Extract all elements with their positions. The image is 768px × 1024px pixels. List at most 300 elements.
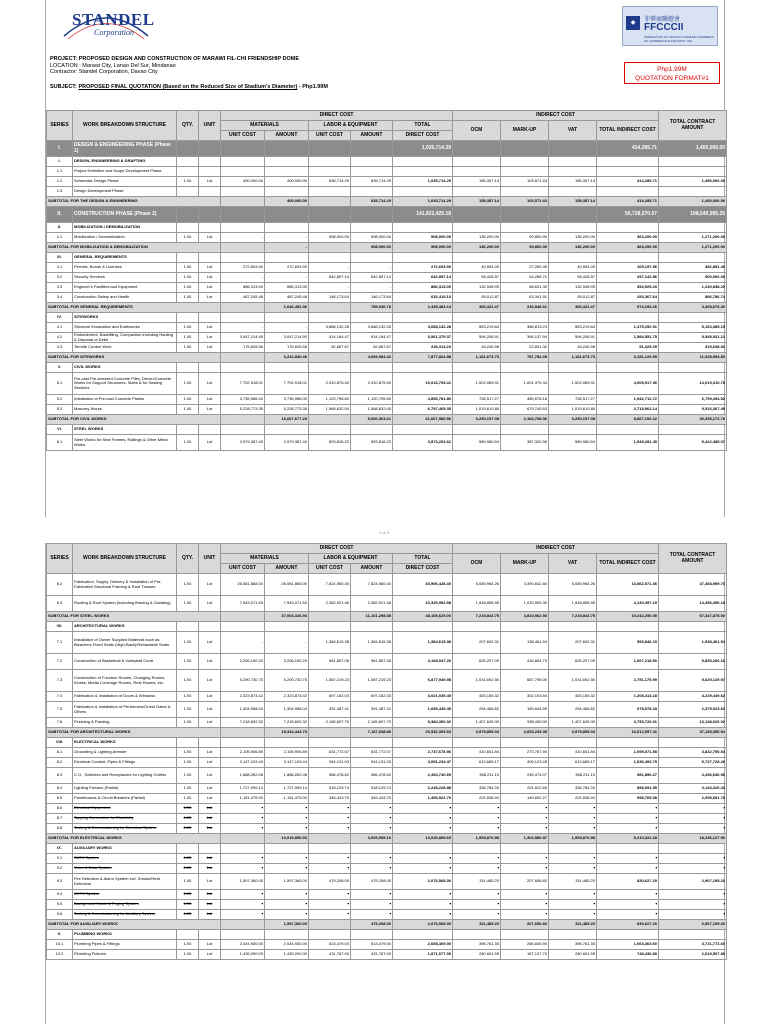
ocm-cell: 1,407,645.00 [453,718,501,728]
qty-cell: 1.00 [177,794,199,804]
markup-cell: - [501,900,549,910]
labor-unit-cost-cell [309,622,351,632]
description-cell: Construction Safety and Health [73,293,177,303]
labor-amount-cell: - [351,824,393,834]
labor-unit-cost-cell: 1,120,795.80 [309,395,351,405]
total-contract-cell: 6,799,494.52 [659,395,727,405]
description-cell: Tapping Connection for Electricity [73,814,177,824]
qty-cell: 1.00 [177,177,199,187]
vat-cell [549,207,597,223]
materials-amount-cell [265,930,309,940]
qty-cell: 1.00 [177,670,199,692]
labor-unit-cost-cell: 908,000.00 [309,233,351,243]
unit-cell: Lot [199,395,221,405]
materials-amount-cell: - [265,233,309,243]
ocm-cell: 625,207.09 [453,654,501,670]
description-cell: STEEL WORKS [73,425,177,435]
series-cell: 7.3 [47,670,73,692]
qty-cell: 1.00 [177,718,199,728]
labor-unit-cost-cell [309,187,351,197]
ocm-cell: - [453,824,501,834]
phase-row [47,207,727,223]
subtotal-cell: 19,344,444.73 [265,728,309,738]
unit-cell: Lot [199,718,221,728]
vat-cell: 40,904.09 [549,263,597,273]
qty-cell: 1.00 [177,373,199,395]
labor-unit-cost-cell [309,363,351,373]
labor-amount-cell: 345,443.70 [351,794,393,804]
qty-cell: 1.00 [177,293,199,303]
markup-cell [501,223,549,233]
table-row [47,890,727,900]
materials-unit-cost-cell: - [221,824,265,834]
labor-amount-cell: 2,382,921.46 [351,596,393,612]
vat-cell: 453,155.32 [549,692,597,702]
markup-cell: 396,137.94 [501,333,549,343]
subtotal-label: SUBTOTAL FOR AUXILIARY WORKS [47,920,221,930]
col-direct-cost: DIRECT COST [221,544,453,554]
unit-cell: Lot [199,768,221,784]
labor-amount-cell: 642,857.14 [351,273,393,283]
ocm-cell: 311,485.20 [453,874,501,890]
materials-amount-cell: 26,081,868.00 [265,574,309,596]
total-indirect-cell: 598,769.08 [597,794,659,804]
direct-cost-cell: 1,035,714.29 [393,141,453,157]
materials-amount-cell: 2,044,930.00 [265,940,309,950]
markup-cell: 187,107.70 [501,950,549,960]
qty-cell [177,738,199,748]
category-row [47,738,727,748]
series-cell: 6.2 [47,574,73,596]
description-cell: Embankment, Backfilling, Compaction including Hauling & Disposal of Debri [73,333,177,343]
table-row [47,405,727,415]
labor-amount-cell: 3,688,132.28 [351,323,393,333]
subtotal-label: SUBTOTAL FOR STEEL WORKS [47,612,221,622]
unit-cell: Lot [199,804,221,814]
subtotal-cell [221,197,265,207]
qty-cell: 1.00 [177,784,199,794]
materials-amount-cell: 7,218,692.32 [265,718,309,728]
description-cell: Roofing & Roof System (Including Bracing & Cladding) [73,596,177,612]
subtotal-cell [221,243,265,253]
subtotal-cell: 5,000,303.21 [351,415,393,425]
series-cell: 8.5 [47,794,73,804]
ocm-cell: 728,517.27 [453,395,501,405]
labor-unit-cost-cell: - [309,854,351,864]
qty-cell: 1.00 [177,950,199,960]
materials-amount-cell [265,253,309,263]
qty-cell [177,167,199,177]
category-row [47,313,727,323]
total-indirect-cell: - [597,854,659,864]
materials-amount-cell: 3,047,214.90 [265,333,309,343]
unit-cell: Lot [199,670,221,692]
description-cell: Testing & Commissioning for Electrical System [73,824,177,834]
labor-unit-cost-cell: 893,816.22 [309,435,351,451]
subtotal-cell: 243,548.31 [501,303,549,313]
series-cell: 5.1 [47,373,73,395]
total-contract-cell: 1,938,461.54 [659,632,727,654]
description-cell: ELECTRICAL WORKS [73,738,177,748]
labor-unit-cost-cell [309,738,351,748]
vat-cell: 553,219.84 [549,323,597,333]
total-contract-cell [659,738,727,748]
labor-amount-cell: - [351,263,393,273]
total-indirect-cell: - [597,824,659,834]
ocm-cell [453,930,501,940]
series-cell: IX. [47,844,73,854]
subtotal-cell: 155,357.14 [453,197,501,207]
markup-cell: - [501,854,549,864]
col-labor-unit-cost: UNIT COST [309,564,351,574]
total-indirect-cell: 1,208,414.18 [597,692,659,702]
subtotal-cell: 67,347,875.00 [659,612,727,622]
total-contract-cell [659,622,727,632]
subtotal-cell: 7,215,843.75 [453,612,501,622]
direct-cost-cell [393,425,453,435]
table-row [47,900,727,910]
materials-unit-cost-cell [221,157,265,167]
table-row [47,768,727,784]
series-cell: 8.3 [47,768,73,784]
qty-cell [177,141,199,157]
markup-cell: 149,692.27 [501,794,549,804]
qty-cell: 1.00 [177,890,199,900]
subtotal-cell: 3,979,859.03 [549,728,597,738]
description-cell: Construction of Function Rooms, Changing Rooms, Kiosks, Media Coverage Rooms, Rest Rooms, etc. [73,670,177,692]
total-contract-cell: 886,786.74 [659,293,727,303]
markup-cell [501,930,549,940]
vat-cell: 95,012.87 [549,293,597,303]
subtotal-row [47,612,727,622]
total-contract-cell: 1,450,000.00 [659,141,727,157]
ocm-cell: - [453,804,501,814]
total-contract-cell [659,253,727,263]
col-indirect-cost: INDIRECT COST [453,544,659,554]
total-contract-cell [659,930,727,940]
description-cell: Fabrication & Installation of Performers/Guest Gates & Others [73,702,177,718]
qty-cell: 1.00 [177,900,199,910]
total-contract-cell: 1,271,200.00 [659,233,727,243]
qty-cell: 1.00 [177,273,199,283]
labor-amount-cell [351,167,393,177]
subject-label: SUBJECT: [50,84,77,90]
series-cell: II. [47,207,73,223]
labor-amount-cell: 146,173.64 [351,293,393,303]
col-vat: VAT [549,554,597,574]
table-row [47,233,727,243]
labor-unit-cost-cell: 146,173.64 [309,293,351,303]
subtotal-cell: 1,953,870.85 [549,834,597,844]
subtotal-cell: 19,242,250.00 [597,612,659,622]
direct-cost-cell [393,157,453,167]
subtotal-cell: 16,667,677.25 [265,415,309,425]
materials-amount-cell [265,167,309,177]
materials-unit-cost-cell: 487,245.46 [221,293,265,303]
ocm-cell: 368,211.10 [453,768,501,784]
subtotal-cell [309,197,351,207]
total-indirect-cell: - [597,900,659,910]
table-row [47,748,727,758]
unit-cell [199,844,221,854]
unit-cell [199,738,221,748]
project-label: PROJECT: [50,56,78,62]
table-row [47,293,727,303]
description-cell: AUXILIARY WORKS [73,844,177,854]
col-series: SERIES [47,111,73,141]
direct-cost-cell: 228,313.23 [393,343,453,353]
direct-cost-cell: 3,021,035.45 [393,692,453,702]
vat-cell [549,223,597,233]
vat-cell: - [549,864,597,874]
materials-amount-cell: 7,702,918.01 [265,373,309,395]
subtotal-cell: 26,532,393.53 [393,728,453,738]
markup-cell: 224,522.89 [501,784,549,794]
series-cell: 7.2 [47,654,73,670]
ocm-cell: 1,031,692.50 [453,670,501,692]
labor-amount-cell: 613,479.00 [351,940,393,950]
labor-unit-cost-cell: - [309,890,351,900]
direct-cost-cell: 9,384,300.02 [393,718,453,728]
total-contract-cell: 5,727,728.26 [659,758,727,768]
ocm-cell [453,425,501,435]
total-indirect-cell: 2,718,962.14 [597,405,659,415]
series-cell: 7.6 [47,718,73,728]
labor-amount-cell: 944,131.03 [351,758,393,768]
total-indirect-cell: 898,091.55 [597,784,659,794]
markup-cell [501,141,549,157]
total-indirect-cell: 354,525.20 [597,283,659,293]
labor-unit-cost-cell: 613,479.00 [309,940,351,950]
subtotal-cell: 136,200.00 [549,243,597,253]
vat-cell: 368,211.10 [549,768,597,784]
ocm-cell: 155,357.14 [453,177,501,187]
subtotal-cell [309,920,351,930]
total-contract-cell: 3,721,772.60 [659,940,727,950]
unit-cell: Lot [199,435,221,451]
total-indirect-cell [597,253,659,263]
category-row [47,425,727,435]
subtotal-cell: 7,215,843.75 [549,612,597,622]
unit-cell: Lot [199,748,221,758]
table-row [47,804,727,814]
series-cell: 9.5 [47,900,73,910]
materials-amount-cell: - [265,273,309,283]
labor-amount-cell: 7,824,560.40 [351,574,393,596]
qty-cell: 1.00 [177,702,199,718]
direct-cost-cell: - [393,854,453,864]
subtotal-cell: 30,335,172.78 [659,415,727,425]
labor-amount-cell: 1,384,615.38 [351,632,393,654]
vat-cell: 311,485.20 [549,874,597,890]
col-indirect-cost: INDIRECT COST [453,111,659,121]
materials-amount-cell: - [265,323,309,333]
total-contract-cell [659,363,727,373]
subtotal-cell: 4,654,984.42 [351,353,393,363]
labor-amount-cell [351,622,393,632]
labor-unit-cost-cell: 2,310,875.40 [309,373,351,395]
col-materials-unit-cost: UNIT COST [221,564,265,574]
qty-cell: 1.00 [177,654,199,670]
materials-unit-cost-cell [221,844,265,854]
col-direct-total: DIRECT COST [393,131,453,141]
col-direct-cost: DIRECT COST [221,111,453,121]
materials-unit-cost-cell: 7,702,918.01 [221,373,265,395]
table-row [47,940,727,950]
description-cell: Grounding & Lighting Arrester [73,748,177,758]
markup-cell: - [501,814,549,824]
unit-cell [199,157,221,167]
subtotal-cell: 908,000.00 [393,243,453,253]
subtotal-cell: 2,076,568.00 [393,920,453,930]
materials-unit-cost-cell [221,313,265,323]
series-cell: 7.5 [47,702,73,718]
materials-unit-cost-cell: - [221,632,265,654]
col-labor-amount: AMOUNT [351,564,393,574]
markup-cell [501,363,549,373]
labor-unit-cost-cell: 7,824,560.40 [309,574,351,596]
description-cell: CATV System [73,854,177,864]
direct-cost-cell: 1,035,714.29 [393,177,453,187]
table-row [47,333,727,343]
table-row [47,373,727,395]
ocm-cell: 5,085,964.26 [453,574,501,596]
qty-cell [177,622,199,632]
materials-amount-cell: 2,979,387.40 [265,435,309,451]
subtotal-cell: 7,877,824.88 [393,353,453,363]
direct-cost-cell [393,313,453,323]
series-cell: 6.1 [47,435,73,451]
unit-cell: Lot [199,263,221,273]
subtotal-row [47,197,727,207]
labor-amount-cell: - [351,910,393,920]
labor-unit-cost-cell: - [309,263,351,273]
vat-cell: - [549,804,597,814]
markup-cell [501,425,549,435]
materials-amount-cell: 1,151,479.00 [265,794,309,804]
labor-amount-cell: 961,857.06 [351,654,393,670]
markup-cell: 302,103.54 [501,692,549,702]
unit-cell: Lot [199,333,221,343]
materials-amount-cell: 1,888,262.08 [265,768,309,784]
subtotal-cell: 311,485.20 [549,920,597,930]
qty-cell: 1.00 [177,910,199,920]
materials-unit-cost-cell: 26,081,868.00 [221,574,265,596]
table-header-page-2 [47,544,727,574]
qty-cell [177,425,199,435]
description-cell: Testing & Commissioning for Auxiliary System [73,910,177,920]
subtotal-cell: 635,714.29 [351,197,393,207]
vat-cell: 207,692.31 [549,632,597,654]
table-row [47,950,727,960]
project-title: PROPOSED DESIGN AND CONSTRUCTION OF MARAWI FIL-CHI FRIENDSHIP DOME [78,56,300,62]
total-indirect-cell: 414,285.71 [597,177,659,187]
col-materials: MATERIALS [221,554,309,564]
ocm-cell: 336,784.33 [453,784,501,794]
table-row [47,702,727,718]
category-row [47,253,727,263]
labor-amount-cell [351,313,393,323]
subtotal-cell: 787,782.49 [501,353,549,363]
total-contract-cell: 4,229,449.62 [659,692,727,702]
table-row [47,596,727,612]
standel-logo [58,6,154,46]
qty-cell [177,930,199,940]
materials-amount-cell [265,141,309,157]
direct-cost-cell: 2,658,409.00 [393,940,453,950]
total-contract-cell: 5,545,931.12 [659,333,727,343]
quotation-page-1 [45,0,725,517]
series-cell: 3.4 [47,293,73,303]
unit-cell: Lot [199,233,221,243]
direct-cost-cell [393,223,453,233]
materials-amount-cell: 886,313.00 [265,283,309,293]
subtotal-cell: 2,166,798.06 [501,415,549,425]
qty-cell: 1.00 [177,395,199,405]
materials-amount-cell: 7,943,071.53 [265,596,309,612]
category-row [47,930,727,940]
vat-cell: - [549,890,597,900]
labor-unit-cost-cell: 1,568,632.00 [309,405,351,415]
col-series: SERIES [47,544,73,574]
direct-cost-cell: 2,076,568.00 [393,874,453,890]
unit-cell: Lot [199,824,221,834]
unit-cell [199,141,221,157]
description-cell: PLUMBING WORKS [73,930,177,940]
subtotal-cell: 7,187,948.80 [351,728,393,738]
series-cell: 4.2 [47,333,73,343]
subtotal-cell: 365,322.47 [453,303,501,313]
subject-suffix: - Php1.99M [297,84,328,90]
subtotal-cell: 207,656.80 [501,920,549,930]
subtotal-row [47,243,727,253]
ocm-cell: - [453,814,501,824]
vat-cell: 224,538.40 [549,794,597,804]
total-indirect-cell: 257,142.86 [597,273,659,283]
subtotal-cell: 90,800.00 [501,243,549,253]
materials-unit-cost-cell: 1,151,479.00 [221,794,265,804]
series-cell: 8.4 [47,784,73,794]
total-indirect-cell: 13,562,571.36 [597,574,659,596]
table-row [47,758,727,768]
description-cell: Electrical Equipment [73,804,177,814]
subtotal-cell: 13,025,805.69 [393,834,453,844]
direct-cost-cell: 633,419.10 [393,293,453,303]
vat-cell: 136,200.00 [549,233,597,243]
markup-cell: 207,656.80 [501,874,549,890]
labor-amount-cell: 697,162.03 [351,692,393,702]
direct-cost-cell: 1,871,077.00 [393,950,453,960]
ocm-cell: 132,946.95 [453,283,501,293]
subtotal-label: SUBTOTAL FOR MOBILIZATION & DEMOBILIZATION [47,243,221,253]
description-cell: Lighting Fixtures (Partial) [73,784,177,794]
unit-cell: Lot [199,596,221,612]
materials-amount-cell: 5,290,730.75 [265,670,309,692]
col-total: TOTAL [393,121,453,131]
description-cell: MOBILIZATION / DEMOBILIZATION [73,223,177,233]
markup-cell: 22,831.32 [501,343,549,353]
unit-cell: Lot [199,574,221,596]
vat-cell: 336,784.33 [549,784,597,794]
table-row [47,910,727,920]
series-cell: 9.6 [47,910,73,920]
unit-cell [199,363,221,373]
materials-unit-cost-cell [221,253,265,263]
subtotal-label: SUBTOTAL FOR ARCHITECTURAL WORKS [47,728,221,738]
direct-cost-cell: 10,325,992.98 [393,596,453,612]
direct-cost-cell [393,844,453,854]
qty-cell [177,363,199,373]
